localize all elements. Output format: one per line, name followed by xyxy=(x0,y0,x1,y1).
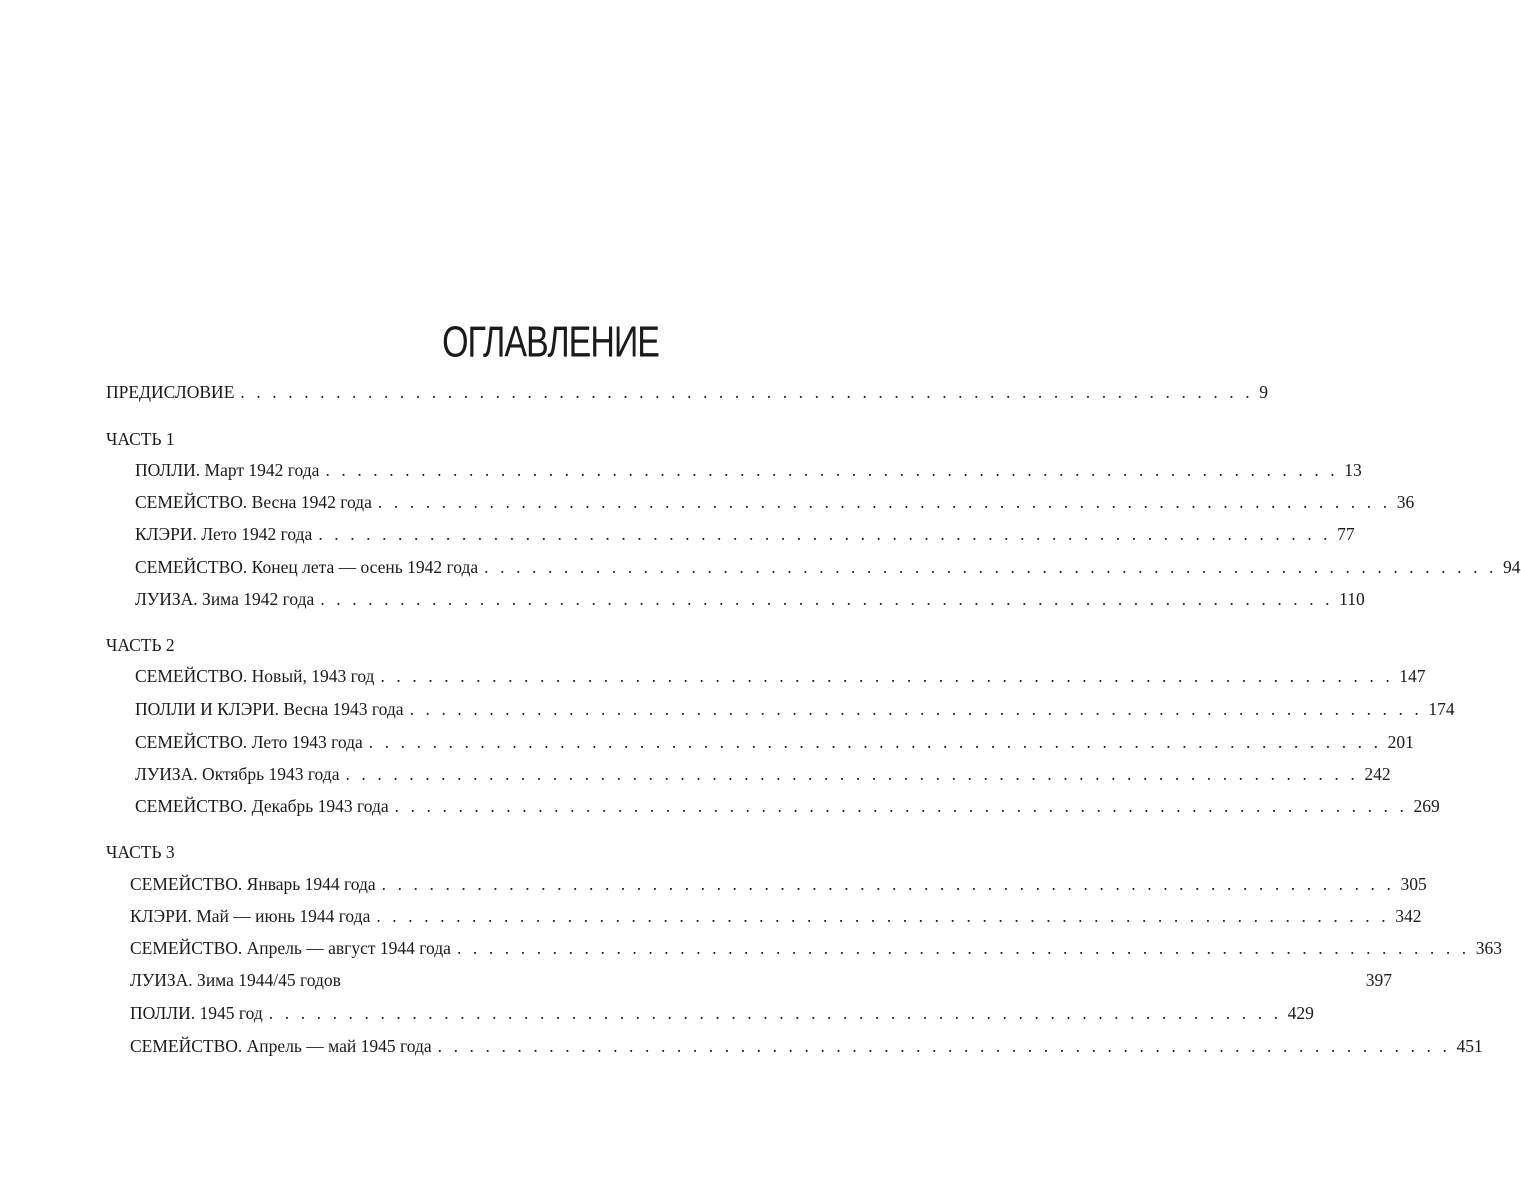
toc-entry[interactable] xyxy=(130,905,1422,927)
leader-dots: . . . . . . . . . . . . . . . . . . . . . . . . . . . . . . . . . . . . . . . . . . . . . . . . . . . . . . . . . . . . . . . . xyxy=(320,589,1334,609)
toc-entry[interactable] xyxy=(135,698,1455,720)
toc-entry-label: СЕМЕЙСТВО. Весна 1942 года xyxy=(135,492,372,512)
part-heading-2: ЧАСТЬ 2 xyxy=(106,635,175,655)
toc-entry-label: СЕМЕЙСТВО. Апрель — май 1945 года xyxy=(130,1036,432,1056)
leader-dots: . . . . . . . . . . . . . . . . . . . . . . . . . . . . . . . . . . . . . . . . . . . . . . . . . . . . . . . . . . . . . . . . xyxy=(268,1003,1282,1023)
toc-entry-page-number: 305 xyxy=(1400,874,1427,894)
leader-dots: . . . . . . . . . . . . . . . . . . . . . . . . . . . . . . . . . . . . . . . . . . . . . . . . . . . . . . . . . . . . . . . . xyxy=(325,460,1339,480)
toc-entry-page-number: 110 xyxy=(1339,589,1365,609)
part-heading-3: ЧАСТЬ 3 xyxy=(106,842,175,862)
toc-entry[interactable] xyxy=(135,491,1415,513)
toc-entry-page-number: 363 xyxy=(1475,938,1503,958)
toc-entry-page-number: 13 xyxy=(1344,460,1362,480)
toc-entry[interactable] xyxy=(130,937,1503,959)
leader-dots: . . . . . . . . . . . . . . . . . . . . . . . . . . . . . . . . . . . . . . . . . . . . . . . . . . . . . . . . . . . . . . . . xyxy=(380,666,1394,686)
toc-entry-page-number: 9 xyxy=(1259,382,1268,402)
leader-dots: . . . . . . . . . . . . . . . . . . . . . . . . . . . . . . . . . . . . . . . . . . . . . . . . . . . . . . . . . . . . . . . . xyxy=(345,764,1359,784)
toc-entry-page-number: 174 xyxy=(1428,699,1455,719)
toc-entry[interactable] xyxy=(135,523,1355,545)
toc-entry-page-number: 429 xyxy=(1287,1003,1314,1023)
leader-dots: . . . . . . . . . . . . . . . . . . . . . . . . . . . . . . . . . . . . . . . . . . . . . . . . . . . . . . . . . . . . . . . . xyxy=(409,699,1423,719)
toc-entry-page-number: 201 xyxy=(1387,732,1414,752)
toc-entry[interactable] xyxy=(130,969,1393,991)
toc-entry-label: СЕМЕЙСТВО. Январь 1944 года xyxy=(130,874,376,894)
toc-entry-label: СЕМЕЙСТВО. Апрель — август 1944 года xyxy=(130,938,451,958)
page-title: ОГЛАВЛЕНИЕ xyxy=(442,318,659,367)
part-heading-1: ЧАСТЬ 1 xyxy=(106,429,175,449)
toc-entry[interactable] xyxy=(130,1002,1314,1024)
toc-entry[interactable] xyxy=(135,556,1521,578)
leader-dots: . . . . . . . . . . . . . . . . . . . . . . . . . . . . . . . . . . . . . . . . . . . . . . . . . . . . . . . . . . . . . . . . xyxy=(394,796,1408,816)
toc-entry-page-number: 147 xyxy=(1399,666,1426,686)
toc-entry[interactable] xyxy=(135,665,1426,687)
toc-entry-label: КЛЭРИ. Май — июнь 1944 года xyxy=(130,906,371,926)
leader-dots: . . . . . . . . . . . . . . . . . . . . . . . . . . . . . . . . . . . . . . . . . . . . . . . . . . . . . . . . . . . . . . . . xyxy=(240,382,1254,402)
toc-entry-page-number: 94 xyxy=(1503,557,1521,577)
toc-entry-label: ПРЕДИСЛОВИЕ xyxy=(106,382,235,402)
toc-entry[interactable] xyxy=(135,763,1391,785)
toc-entry-preface[interactable] xyxy=(106,381,1268,403)
toc-entry-page-number: 77 xyxy=(1337,524,1355,544)
toc-entry-label: ЛУИЗА. Октябрь 1943 года xyxy=(135,764,340,784)
toc-entry-label: ЛУИЗА. Зима 1944/45 годов xyxy=(130,970,341,990)
toc-entry-label: СЕМЕЙСТВО. Новый, 1943 год xyxy=(135,666,375,686)
leader-dots: . . . . . . . . . . . . . . . . . . . . . . . . . . . . . . . . . . . . . . . . . . . . . . . . . . . . . . . . . . . . . . . . xyxy=(456,938,1470,958)
toc-entry-page-number: 342 xyxy=(1395,906,1422,926)
leader-dots: . . . . . . . . . . . . . . . . . . . . . . . . . . . . . . . . . . . . . . . . . . . . . . . . . . . . . . . . . . . . . . . . xyxy=(368,732,1382,752)
toc-entry-label: ПОЛЛИ. 1945 год xyxy=(130,1003,263,1023)
toc-entry[interactable] xyxy=(130,1035,1483,1057)
toc-entry-label: СЕМЕЙСТВО. Лето 1943 года xyxy=(135,732,363,752)
leader-dots: . . . . . . . . . . . . . . . . . . . . . . . . . . . . . . . . . . . . . . . . . . . . . . . . . . . . . . . . . . . . . . . . xyxy=(484,557,1497,577)
leader-dots: . . . . . . . . . . . . . . . . . . . . . . . . . . . . . . . . . . . . . . . . . . . . . . . . . . . . . . . . . . . . . . . . xyxy=(437,1036,1451,1056)
leader-dots: . . . . . . . . . . . . . . . . . . . . . . . . . . . . . . . . . . . . . . . . . . . . . . . . . . . . . . . . . . . . . . . . xyxy=(318,524,1332,544)
toc-entry-page-number: 451 xyxy=(1456,1036,1483,1056)
toc-entry-label: ПОЛЛИ. Март 1942 года xyxy=(135,460,320,480)
toc-entry-label: ПОЛЛИ И КЛЭРИ. Весна 1943 года xyxy=(135,699,404,719)
leader-dots: . . . . . . . . . . . . . . . . . . . . . . . . . . . . . . . . . . . . . . . . . . . . . . . . . . . . . . . . . . . . . . . . xyxy=(377,492,1391,512)
toc-entry[interactable] xyxy=(135,588,1365,610)
toc-entry[interactable] xyxy=(135,459,1362,481)
toc-entry[interactable] xyxy=(135,731,1414,753)
toc-entry[interactable] xyxy=(130,873,1427,895)
toc-entry[interactable] xyxy=(135,795,1440,817)
toc-entry-page-number: 269 xyxy=(1413,796,1440,816)
leader-dots: . . . . . . . . . . . . . . . . . . . . . . . . . . . . . . . . . . . . . . . . . . . . . . . . . . . . . . . . . . . . . . . . xyxy=(376,906,1390,926)
toc-entry-page-number: 397 xyxy=(1365,970,1393,990)
toc-entry-page-number: 36 xyxy=(1396,492,1415,512)
leader-dots: . . . . . . . . . . . . . . . . . . . . . . . . . . . . . . . . . . . . . . . . . . . . . . . . . . . . . . . . . . . . . . . . xyxy=(381,874,1395,894)
toc-entry-label: КЛЭРИ. Лето 1942 года xyxy=(135,524,313,544)
toc-entry-label: ЛУИЗА. Зима 1942 года xyxy=(135,589,315,609)
toc-entry-label: СЕМЕЙСТВО. Декабрь 1943 года xyxy=(135,796,389,816)
toc-entry-label: СЕМЕЙСТВО. Конец лета — осень 1942 года xyxy=(135,557,479,577)
toc-entry-page-number: 242 xyxy=(1364,764,1391,784)
